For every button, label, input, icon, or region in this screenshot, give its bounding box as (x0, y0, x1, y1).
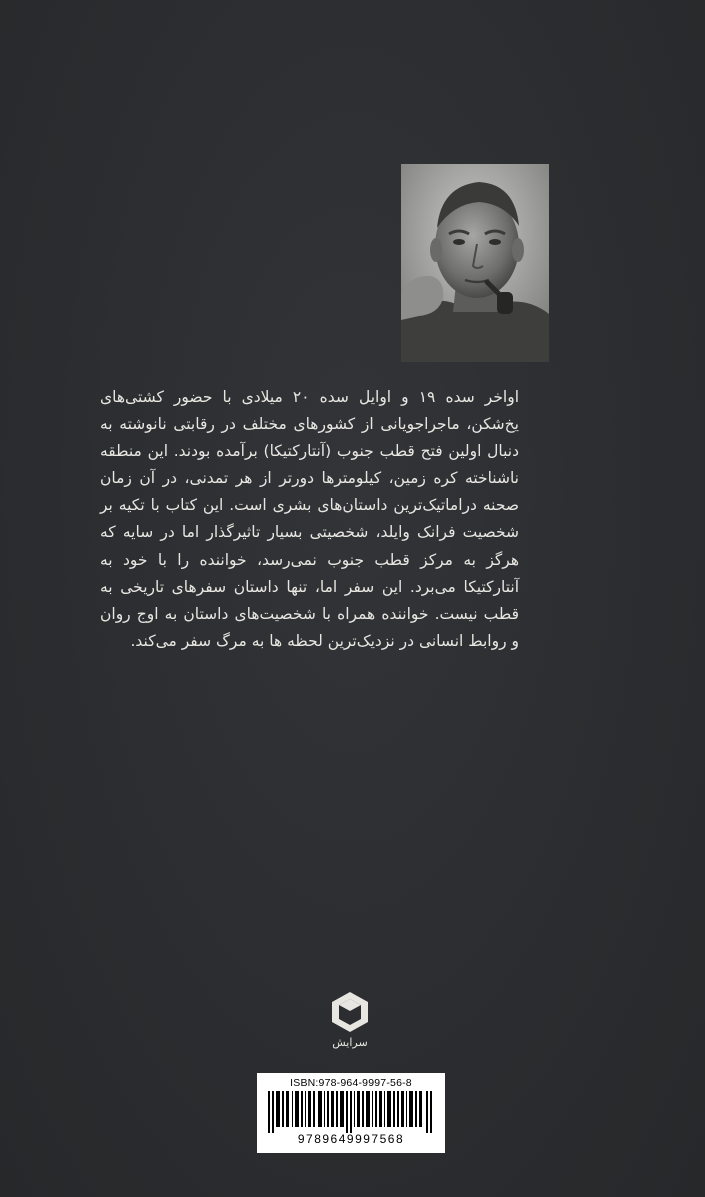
author-portrait (401, 164, 549, 362)
book-description: اواخر سده ۱۹ و اوایل سده ۲۰ میلادی با حضور کشتی‌های یخ‌شکن، ماجراجویانی از کشورهای مختلف در رقابتی نانوشته به دنبال اولین فتح قطب جنوب (آنتارکتیکا) برآمده بودند. این منطقه ناشناخته کره زمین، کیلومترها دورتر از هر تمدنی، در آن زمان صحنه دراماتیک‌ترین داستان‌های بشری است. این کتاب با تکیه بر شخصیت فرانک وایلد، شخصیتی بسیار تاثیرگذار اما در سایه که هرگز به مرکز قطب جنوب نمی‌رسد، خواننده را با خود به آنتارکتیکا می‌برد. این سفر اما، تنها داستان سفرهای تاریخی به قطب نیست. خواننده همراه با شخصیت‌های داستان به اوج روان و روابط انسانی در نزدیک‌ترین لحظه ها به مرگ سفر می‌کند. (100, 388, 519, 650)
barcode-bars-icon (266, 1091, 436, 1133)
isbn-barcode (257, 1073, 445, 1153)
isbn-label: ISBN:978-964-9997-56-8 (290, 1077, 412, 1089)
publisher-logo-icon (330, 990, 370, 1034)
publisher-name: سرایش (332, 1036, 368, 1049)
barcode-number: 9789649997568 (297, 1132, 405, 1146)
portrait-photo-icon (401, 164, 549, 362)
publisher-logo (300, 990, 400, 1049)
